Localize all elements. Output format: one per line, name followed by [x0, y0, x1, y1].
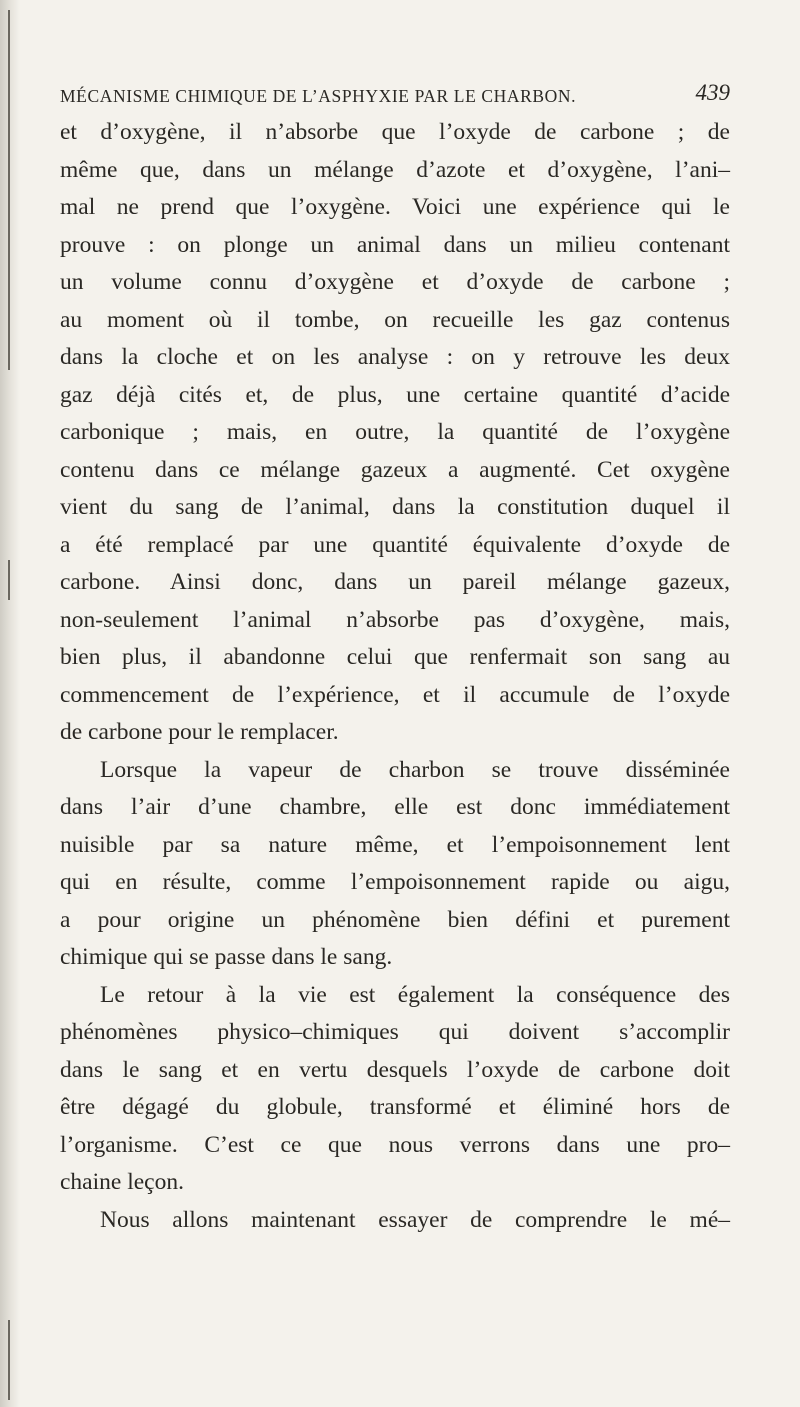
text-line: dans le sang et en vertu desquels l’oxyde de carbone doit [60, 1056, 730, 1083]
page-number: 439 [695, 80, 730, 105]
text-line: l’organisme. C’est ce que nous verrons dans une pro– [60, 1131, 730, 1158]
text-line: mal ne prend que l’oxygène. Voici une expérience qui le [60, 194, 730, 220]
running-header [60, 80, 730, 114]
paragraph-end-line: chaine leçon. [60, 1169, 184, 1195]
text-line: vient du sang de l’animal, dans la constitution duquel il [60, 494, 730, 520]
text-line: bien plus, il abandonne celui que renfermait son sang au [60, 644, 730, 670]
text-line: carbonique ; mais, en outre, la quantité de l’oxygène [60, 419, 730, 445]
binding-shadow-line [8, 560, 10, 600]
text-line: même que, dans un mélange d’azote et d’oxygène, l’ani– [60, 156, 730, 183]
text-line: contenu dans ce mélange gazeux a augmenté. Cet oxygène [60, 456, 730, 483]
binding-shadow-line [8, 1320, 10, 1400]
text-line: non-seulement l’animal n’absorbe pas d’oxygène, mais, [60, 606, 730, 633]
text-line: dans l’air d’une chambre, elle est donc immédiatement [60, 794, 730, 820]
paragraph-start-line: Lorsque la vapeur de charbon se trouve disséminée [100, 756, 730, 783]
text-line: être dégagé du globule, transformé et éliminé hors de [60, 1094, 730, 1120]
text-line: phénomènes physico–chimiques qui doivent s’accomplir [60, 1019, 730, 1045]
running-title: MÉCANISME CHIMIQUE DE L’ASPHYXIE PAR LE CHARBON. [60, 86, 577, 106]
text-line: au moment où il tombe, on recueille les gaz contenus [60, 306, 730, 333]
text-line: nuisible par sa nature même, et l’empoisonnement lent [60, 831, 730, 858]
text-line: un volume connu d’oxygène et d’oxyde de carbone ; [60, 269, 730, 295]
paragraph-start-line: Nous allons maintenant essayer de comprendre le mé– [100, 1206, 730, 1233]
text-line: a pour origine un phénomène bien défini et purement [60, 906, 730, 933]
page-binding-edge [0, 0, 20, 1407]
text-line: carbone. Ainsi donc, dans un pareil mélange gazeux, [60, 569, 730, 595]
text-line: et d’oxygène, il n’absorbe que l’oxyde de carbone ; de [60, 119, 730, 145]
paragraph-start-line: Le retour à la vie est également la conséquence des [100, 981, 730, 1008]
text-line: prouve : on plonge un animal dans un milieu contenant [60, 231, 730, 258]
text-line: a été remplacé par une quantité équivalente d’oxyde de [60, 531, 730, 558]
paragraph-end-line: de carbone pour le remplacer. [60, 719, 339, 745]
binding-shadow-line [8, 10, 10, 370]
text-line: dans la cloche et on les analyse : on y retrouve les deux [60, 344, 730, 370]
text-line: gaz déjà cités et, de plus, une certaine quantité d’acide [60, 381, 730, 408]
text-line: qui en résulte, comme l’empoisonnement rapide ou aigu, [60, 869, 730, 895]
paragraph-end-line: chimique qui se passe dans le sang. [60, 944, 393, 970]
body-text [60, 114, 730, 1239]
text-line: commencement de l’expérience, et il accumule de l’oxyde [60, 681, 730, 708]
